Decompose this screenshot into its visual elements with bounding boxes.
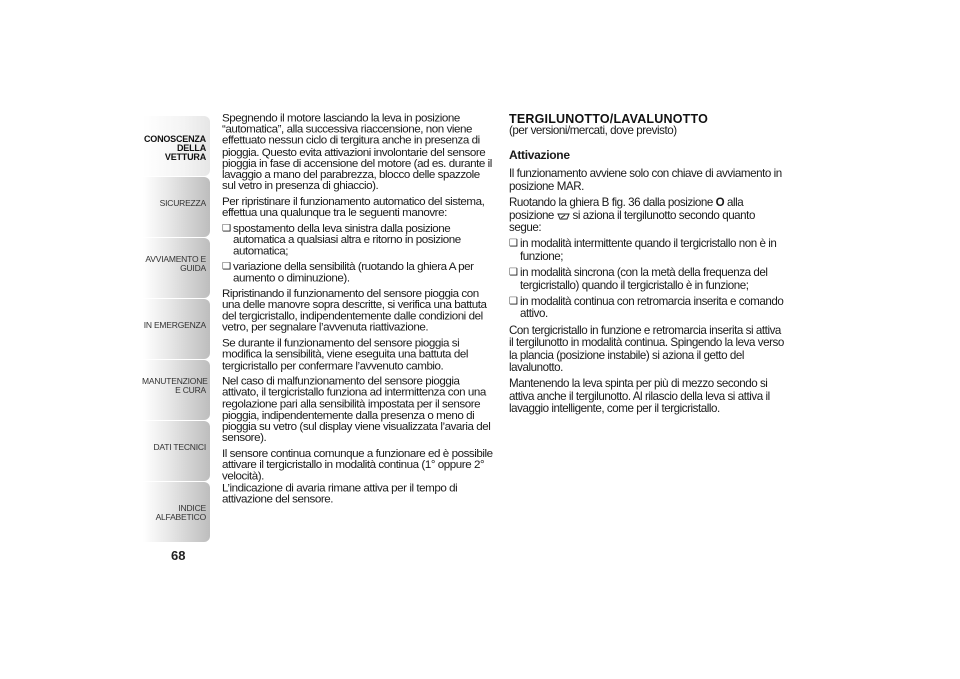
chapter-index-sidebar <box>143 116 210 543</box>
paragraph: Mantenendo la leva spinta per più di mezzo secondo si attiva anche il tergilunotto. Al rilascio della leva si attiva il lavaggio intelligente, come per il tergicristallo. <box>509 377 770 415</box>
tab-label: MANUTENZIONE E CURA <box>142 376 208 395</box>
paragraph: Nel caso di malfunzionamento del sensore pioggia attivato, il tergicristallo funziona ad intermittenza con una regolazione pari alla sensibilità impostata per il sensore pioggia, indipendentemente dalla presenza o meno di pioggia su vetro (sul display viene visualizzata l’avaria del sensore). <box>222 375 491 445</box>
tab-label: SICUREZZA <box>159 198 206 208</box>
left-column <box>222 113 494 510</box>
tab-indice-alfabetico[interactable] <box>143 482 210 542</box>
tab-label: IN EMERGENZA <box>143 320 206 330</box>
page-number: 68 <box>171 548 186 563</box>
tab-label: INDICE ALFABETICO <box>155 503 206 522</box>
list-item: ❑ in modalità intermittente quando il tergicristallo non è in funzione; <box>509 238 784 262</box>
rear-wiper-icon <box>557 212 570 220</box>
tab-conoscenza-della-vettura[interactable] <box>143 116 210 176</box>
tab-avviamento-e-guida[interactable] <box>143 238 210 298</box>
tab-manutenzione-e-cura[interactable] <box>143 360 210 420</box>
paragraph: Per ripristinare il funzionamento automatico del sistema, effettua una qualunque tra le seguenti manovre: <box>222 195 485 220</box>
subsection-title: Attivazione <box>509 148 570 163</box>
text-fragment: Ruotando la ghiera B fig. 36 dalla posizione <box>509 196 713 210</box>
text-fragment: alla posizione <box>509 196 744 222</box>
off-position-symbol: O <box>715 196 725 210</box>
list-item: ❑ variazione della sensibilità (ruotando la ghiera A per aumento o diminuzione). <box>222 262 494 285</box>
tab-dati-tecnici[interactable] <box>143 421 210 481</box>
right-column <box>509 113 784 420</box>
tab-sicurezza[interactable] <box>143 177 210 237</box>
paragraph: Il funzionamento avviene solo con chiave di avviamento in posizione MAR. <box>509 167 782 193</box>
paragraph: Spegnendo il motore lasciando la leva in posizione “automatica”, alla successiva riaccensione, non viene effettuato nessun ciclo di tergitura anche in presenza di pioggia. Questo evita attivazioni involontarie del sensore pioggia in fase di accensione del motore (ad es. durante il lavaggio a mano del parabrezza, blocco delle spazzole sul vetro in presenza di ghiaccio). <box>222 112 492 193</box>
text-fragment: si aziona il tergilunotto secondo quanto segue: <box>509 208 755 234</box>
list-item: ❑ in modalità continua con retromarcia inserita e comando attivo. <box>509 296 784 320</box>
section-subtitle: (per versioni/mercati, dove previsto) <box>509 124 677 137</box>
paragraph: L’indicazione di avaria rimane attiva per il tempo di attivazione del sensore. <box>222 481 458 506</box>
paragraph: Se durante il funzionamento del sensore pioggia si modifica la sensibilità, viene eseguita una battuta del tergicristallo per confermare l’avvenuto cambio. <box>222 337 468 372</box>
tab-in-emergenza[interactable] <box>143 299 210 359</box>
tab-label: CONOSCENZA DELLA VETTURA <box>143 134 206 162</box>
paragraph: Il sensore continua comunque a funzionare ed è possibile attivare il tergicristallo in modalità continua (1° oppure 2° velocità). <box>222 447 493 483</box>
list-item: ❑ in modalità sincrona (con la metà della frequenza del tergicristallo) quando il tergicristallo è in funzione; <box>509 267 784 291</box>
paragraph-with-symbols <box>509 197 784 234</box>
tab-label: DATI TECNICI <box>153 442 206 452</box>
paragraph: Con tergicristallo in funzione e retromarcia inserita si attiva il tergilunotto in modalità continua. Spingendo la leva verso la plancia (posizione instabile) si aziona il getto del lavalunotto. <box>509 324 784 374</box>
tab-label: AVVIAMENTO E GUIDA <box>145 254 206 273</box>
paragraph: Ripristinando il funzionamento del sensore pioggia con una delle manovre sopra descritte, si verifica una battuta del tergicristallo, indipendentemente dalle condizioni del vetro, per segnalare l’avvenuta riattivazione. <box>222 287 487 334</box>
list-item: ❑ spostamento della leva sinistra dalla posizione automatica a qualsiasi altra e ritorno in posizione automatica; <box>222 223 494 257</box>
section-title: TERGILUNOTTO/LAVALUNOTTO <box>509 112 709 126</box>
